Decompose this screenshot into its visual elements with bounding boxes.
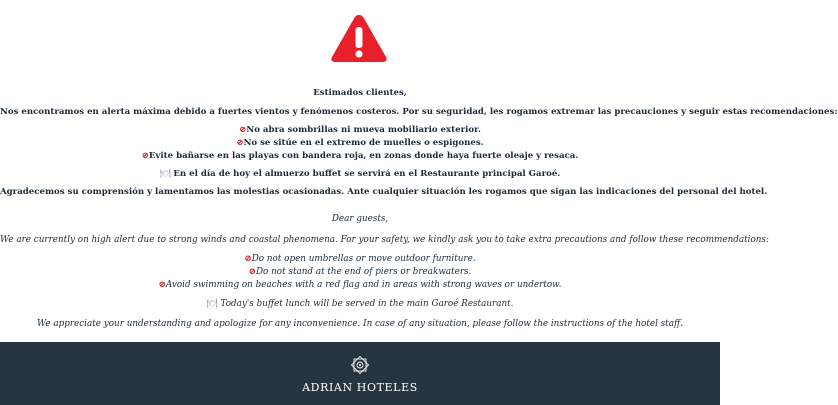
rule-es-2: ⊘No se sitúe en el extremo de muelles o espigones. — [236, 138, 484, 148]
buffet-en: 🍽 Today's buffet lunch will be served in the main Garoé Restaurant. — [206, 299, 514, 309]
no-entry-icon: ⊘ — [248, 267, 256, 277]
thanks-en: We appreciate your understanding and apologize for any inconvenience. In case of any situation, please follow the instructions of the hotel staff. — [37, 319, 683, 329]
greeting-en: Dear guests, — [331, 214, 389, 224]
thanks-es: Agradecemos su comprensión y lamentamos las molestias ocasionadas. Ante cualquier situación les rogamos que sigan las indicaciones del personal del hotel. — [0, 187, 768, 197]
rule-en-1: ⊘Do not open umbrellas or move outdoor furniture. — [244, 254, 476, 264]
rule-es-1: ⊘No abra sombrillas ni mueva mobiliario exterior. — [239, 125, 481, 135]
intro-en: We are currently on high alert due to strong winds and coastal phenomena. For your safety, we kindly ask you to take extra precautions and follow these recommendations: — [0, 235, 769, 245]
rule-es-3: ⊘Evite bañarse en las playas con bandera roja, en zonas donde haya fuerte oleaje y resaca. — [141, 151, 579, 161]
rule-en-2: ⊘Do not stand at the end of piers or breakwaters. — [248, 267, 472, 277]
footer-bar — [0, 342, 720, 405]
fork-knife-plate-icon: 🍽 — [206, 299, 221, 309]
greeting-es: Estimados clientes, — [313, 88, 407, 98]
no-entry-icon: ⊘ — [158, 280, 166, 290]
adrian-hoteles-logo-icon — [348, 353, 372, 377]
intro-es: Nos encontramos en alerta máxima debido a fuertes vientos y fenómenos costeros. Por su seguridad, les rogamos extremar las precauciones y seguir estas recomendaciones: — [0, 107, 838, 117]
buffet-es: 🍽 En el día de hoy el almuerzo buffet se servirá en el Restaurante principal Garoé. — [159, 169, 561, 179]
no-entry-icon: ⊘ — [244, 254, 252, 264]
fork-knife-plate-icon: 🍽 — [159, 169, 174, 179]
no-entry-icon: ⊘ — [236, 138, 244, 148]
no-entry-icon: ⊘ — [239, 125, 247, 135]
no-entry-icon: ⊘ — [141, 151, 149, 161]
brand-name: ADRIAN HOTELES — [302, 381, 418, 394]
rule-en-3: ⊘Avoid swimming on beaches with a red flag and in areas with strong waves or undertow. — [158, 280, 562, 290]
warning-triangle-icon — [329, 12, 389, 64]
